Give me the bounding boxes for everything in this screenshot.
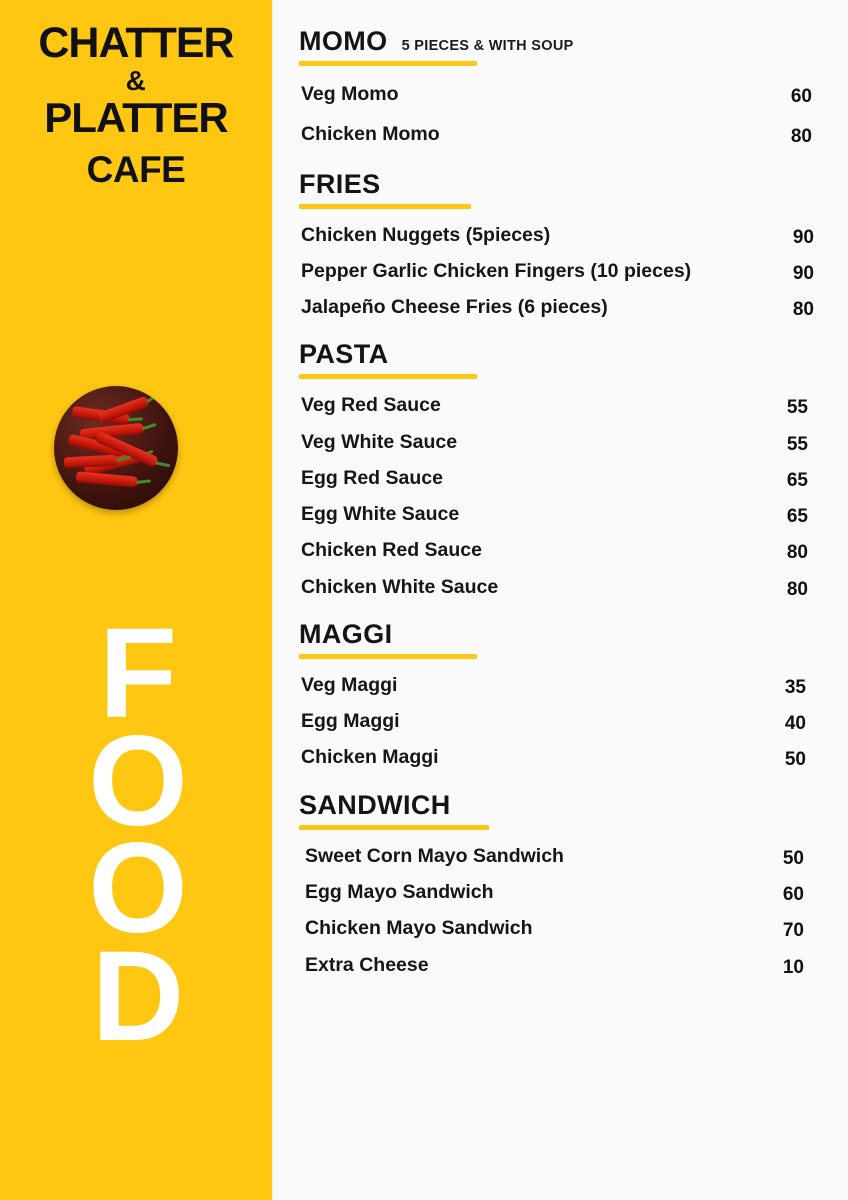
menu-section-momo	[287, 0, 818, 155]
item-price: 60	[790, 86, 812, 107]
item-name: Chicken Maggi	[301, 746, 439, 769]
item-price: 65	[786, 469, 808, 491]
section-title-sandwich: SANDWICH	[299, 789, 451, 820]
bowl-shape	[54, 386, 178, 510]
section-header-fries	[287, 169, 818, 200]
item-price: 55	[786, 433, 808, 455]
item-price: 10	[782, 956, 804, 978]
menu-section-sandwich	[287, 776, 818, 983]
section-title-pasta: PASTA	[299, 339, 389, 370]
item-name: Egg Mayo Sandwich	[305, 880, 494, 903]
menu-section-fries	[287, 155, 818, 326]
item-price: 80	[792, 299, 814, 321]
item-name: Chicken Red Sauce	[301, 539, 482, 562]
section-header-maggi	[287, 619, 818, 650]
item-list-fries	[287, 217, 818, 326]
item-list-pasta	[287, 387, 818, 605]
menu-item	[287, 838, 818, 874]
item-name: Chicken White Sauce	[301, 575, 499, 598]
food-letter-o2: O	[88, 817, 184, 961]
item-name: Pepper Garlic Chicken Fingers (10 pieces)	[301, 259, 692, 282]
brand-line-2: PLATTER	[44, 94, 228, 141]
section-header-sandwich	[287, 790, 818, 821]
menu-item	[287, 217, 818, 253]
item-price: 40	[784, 713, 806, 735]
section-underline-sandwich	[299, 825, 489, 830]
item-price: 70	[782, 920, 804, 942]
menu-item	[287, 703, 818, 739]
item-name: Chicken Mayo Sandwich	[305, 917, 533, 940]
food-vertical-word	[0, 602, 272, 1068]
item-name: Veg Red Sauce	[301, 394, 441, 417]
item-name: Egg Red Sauce	[301, 466, 443, 489]
item-price: 60	[782, 883, 804, 905]
item-list-sandwich	[287, 838, 818, 983]
section-note-momo: 5 PIECES & WITH SOUP	[401, 38, 574, 54]
section-title-momo: MOMO	[299, 26, 388, 56]
item-price: 80	[786, 578, 808, 600]
item-price: 35	[784, 676, 806, 698]
section-title-fries: FRIES	[299, 168, 381, 199]
menu-item	[287, 496, 818, 532]
section-underline-maggi	[299, 654, 477, 659]
menu-item	[287, 74, 818, 114]
item-name: Chicken Momo	[301, 123, 440, 146]
chilli-bowl-image	[46, 378, 186, 518]
food-letter-d: D	[91, 924, 181, 1068]
menu-item	[287, 874, 818, 910]
item-price: 80	[786, 542, 808, 564]
menu-item	[287, 947, 818, 983]
section-underline-pasta	[299, 374, 477, 379]
brand-sidebar	[0, 0, 272, 1200]
brand-line-1: CHATTER	[38, 19, 234, 67]
item-list-maggi	[287, 667, 818, 776]
menu-item	[287, 532, 818, 568]
menu-list	[272, 0, 848, 1200]
menu-section-maggi	[287, 605, 818, 776]
item-price: 55	[786, 397, 808, 419]
section-header-momo	[287, 26, 818, 57]
menu-item	[287, 253, 818, 289]
menu-item	[287, 910, 818, 946]
item-name: Chicken Nuggets (5pieces)	[301, 223, 551, 246]
item-price: 80	[790, 126, 812, 148]
menu-item	[287, 424, 818, 460]
item-name: Sweet Corn Mayo Sandwich	[305, 844, 564, 867]
item-price: 50	[782, 847, 804, 869]
item-name: Veg Maggi	[301, 673, 398, 696]
menu-item	[287, 739, 818, 775]
menu-item	[287, 289, 818, 325]
food-letter-f: F	[98, 602, 174, 745]
menu-item	[287, 667, 818, 703]
section-title-maggi: MAGGI	[299, 618, 393, 649]
item-list-momo	[287, 74, 818, 155]
item-name: Extra Cheese	[305, 953, 429, 976]
item-name: Egg Maggi	[301, 710, 400, 733]
brand-block	[0, 0, 272, 188]
section-header-pasta	[287, 339, 818, 370]
brand-ampersand: &	[125, 65, 147, 96]
item-name: Jalapeño Cheese Fries (6 pieces)	[301, 296, 608, 319]
food-letter-o1: O	[88, 709, 184, 853]
item-price: 90	[792, 262, 814, 284]
item-name: Veg White Sauce	[301, 430, 458, 453]
item-price: 90	[792, 226, 814, 248]
item-price: 50	[784, 749, 806, 771]
section-underline-momo	[299, 61, 477, 66]
menu-item	[287, 114, 818, 154]
menu-item	[287, 569, 818, 605]
menu-item	[287, 460, 818, 496]
brand-line-3: CAFE	[86, 149, 186, 190]
menu-section-pasta	[287, 325, 818, 605]
menu-item	[287, 387, 818, 423]
item-name: Veg Momo	[301, 83, 399, 105]
item-price: 65	[786, 506, 808, 528]
section-underline-fries	[299, 204, 471, 209]
item-name: Egg White Sauce	[301, 503, 460, 526]
